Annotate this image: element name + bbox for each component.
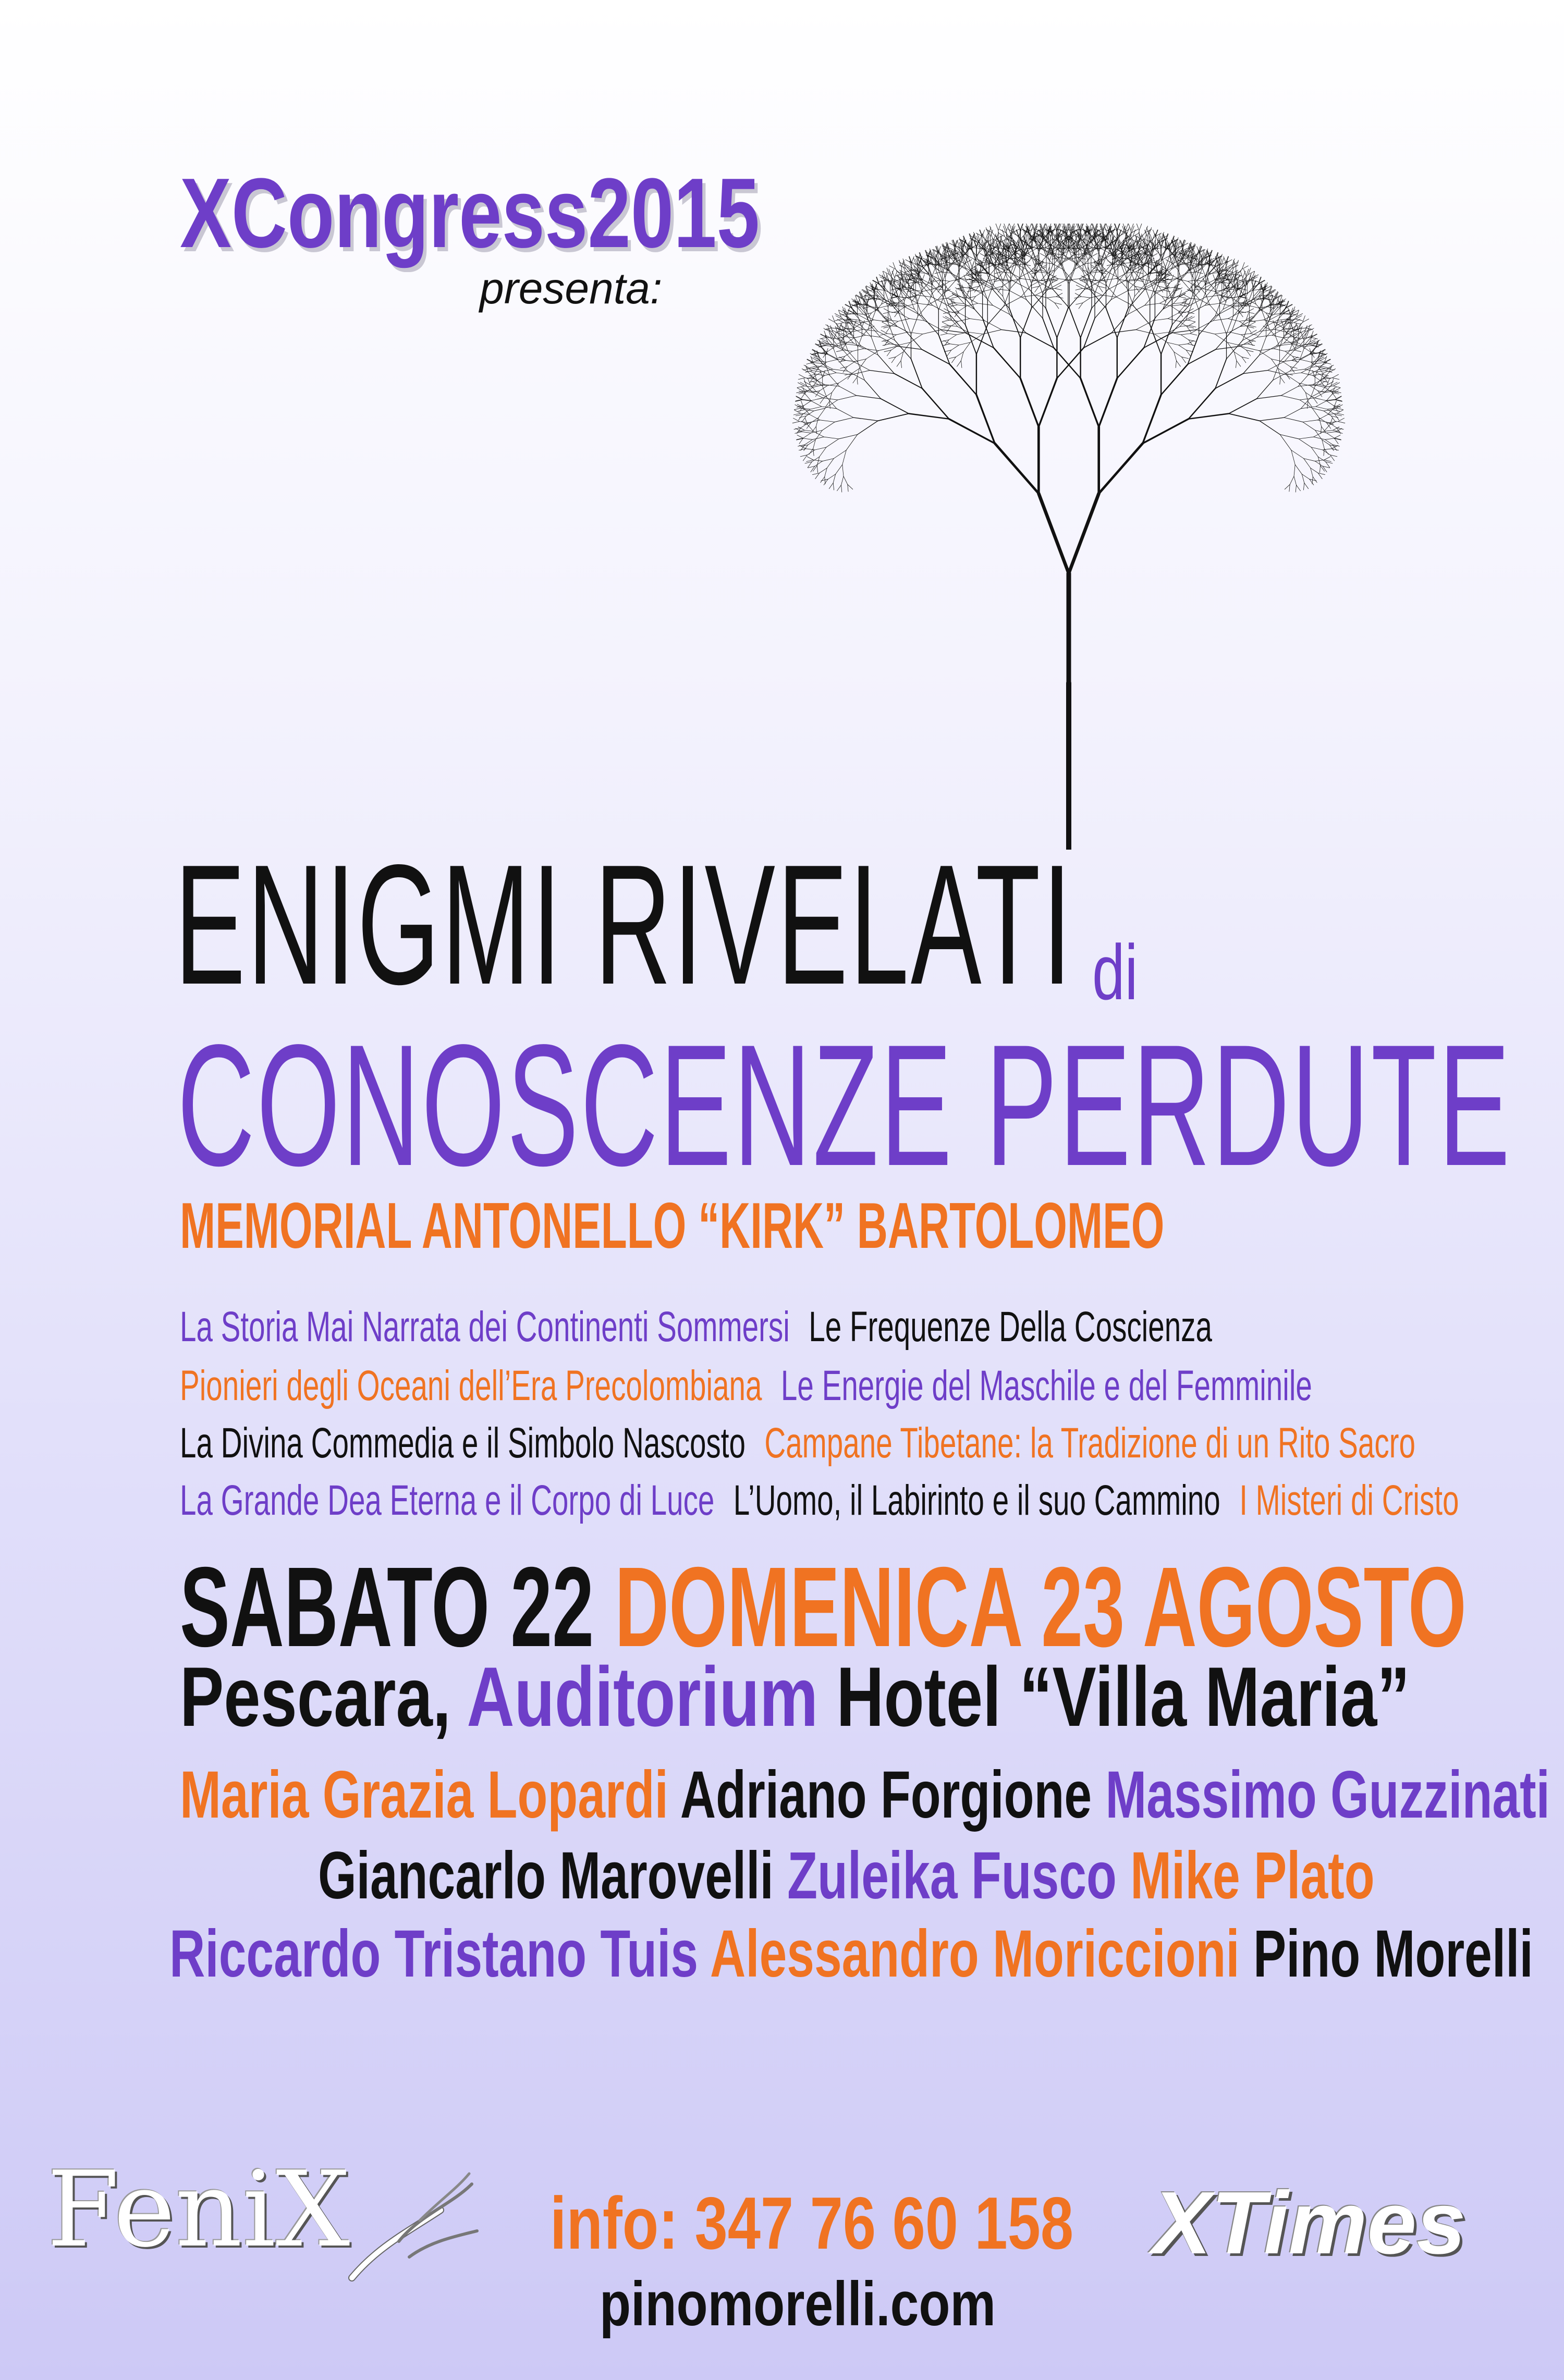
venue-city: Pescara, [180,1650,451,1744]
topic: Le Energie del Maschile e del Femminile [780,1362,1312,1409]
topic: La Divina Commedia e il Simbolo Nascosto [180,1419,746,1467]
title-line-1: ENIGMI RIVELATI [175,829,1074,1020]
speaker-name: Adriano Forgione [680,1758,1092,1832]
tree-branches [792,224,1345,850]
speaker-name: Pino Morelli [1253,1917,1533,1991]
presents-text: presenta: [480,264,663,313]
event-dates [180,1544,1467,1671]
title-connector: di [1092,928,1138,1016]
topic: L’Uomo, il Labirinto e il suo Cammino [733,1477,1220,1524]
xtimes-logo: XTimes [1152,2174,1466,2273]
speakers-row [318,1838,1375,1913]
speaker-name: Giancarlo Marovelli [318,1838,774,1913]
topics-row [180,1479,1459,1522]
info-phone: info: 347 76 60 158 [550,2182,1074,2265]
topic: Le Frequenze Della Coscienza [809,1303,1212,1351]
venue-hotel: Hotel “Villa Maria” [836,1650,1410,1744]
speaker-name: Maria Grazia Lopardi [180,1758,668,1832]
topics-row [180,1419,1426,1467]
speaker-name: Massimo Guzzinati [1105,1758,1550,1832]
topic: Pionieri degli Oceani dell’Era Precolombiana [180,1362,762,1409]
topics-row [180,1303,1223,1351]
topic: I Misteri di Cristo [1239,1477,1459,1524]
venue-room: Auditorium [467,1650,818,1744]
topic: La Grande Dea Eterna e il Corpo di Luce [180,1477,715,1524]
topic: La Storia Mai Narrata dei Continenti Sommersi [180,1303,790,1351]
fenix-logo: FeniX [47,2149,350,2271]
tree-illustration [610,136,1528,850]
organizer-title: XCongress2015 [180,158,760,268]
speaker-name: Mike Plato [1130,1838,1375,1913]
topics-row [180,1362,1323,1409]
date-day-1: SABATO 22 [180,1544,594,1671]
date-month: AGOSTO [1142,1544,1467,1671]
speaker-name: Riccardo Tristano Tuis [169,1917,699,1991]
event-venue [180,1650,1410,1744]
speakers-row [169,1917,1533,1991]
speaker-name: Zuleika Fusco [787,1838,1117,1913]
topic: Campane Tibetane: la Tradizione di un Rito Sacro [764,1419,1415,1467]
speakers-row [180,1758,1550,1832]
date-day-2: DOMENICA 23 [615,1544,1125,1671]
memorial-subtitle: MEMORIAL ANTONELLO “KIRK” BARTOLOMEO [180,1190,1165,1262]
title-line-2: CONOSCENZE PERDUTE [177,1009,1512,1202]
speaker-name: Alessandro Moriccioni [710,1917,1240,1991]
website-link[interactable]: pinomorelli.com [600,2269,996,2339]
